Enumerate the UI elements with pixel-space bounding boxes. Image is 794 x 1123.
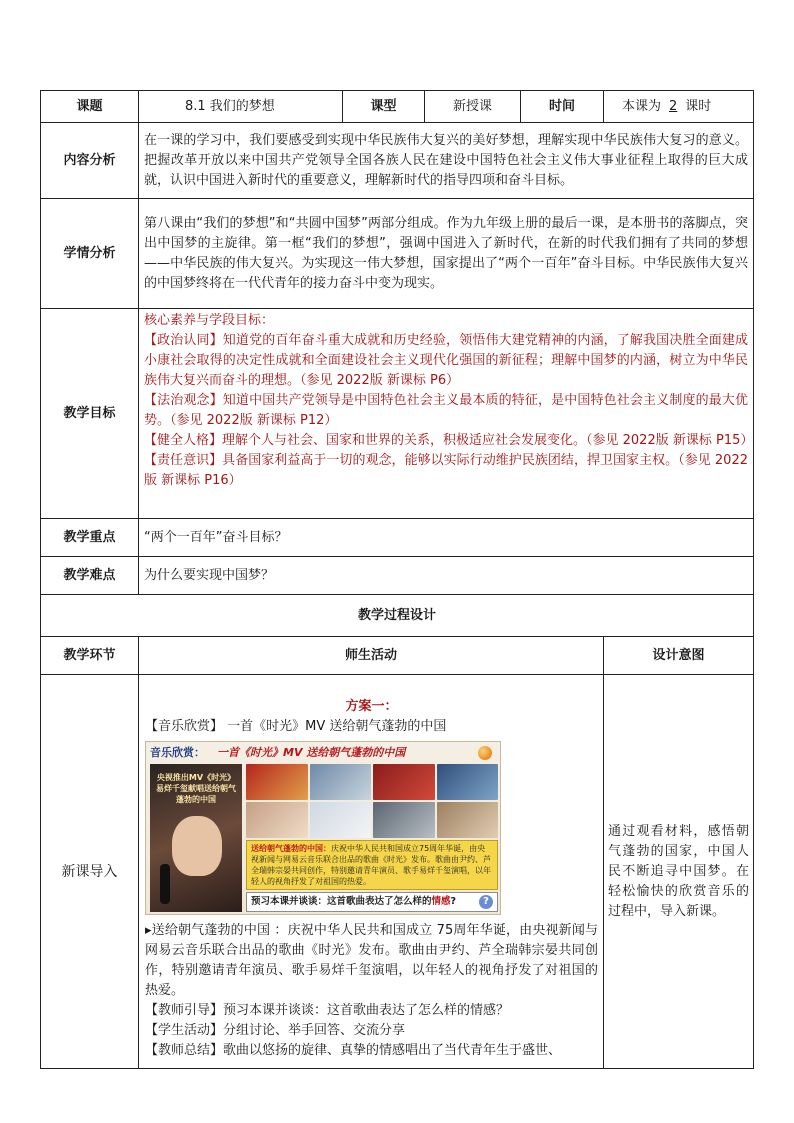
- singer-face: [172, 816, 222, 876]
- singer-caption: 央视推出MV《时光》易烊千玺献唱送给朝气蓬勃的中国: [156, 773, 236, 804]
- microphone-icon: [160, 864, 170, 904]
- difficulty-text: 为什么要实现中国梦？: [139, 557, 754, 595]
- goals-row: [41, 309, 754, 519]
- student-analysis-label: 学情分析: [41, 199, 139, 309]
- mv-frame: [373, 764, 435, 800]
- teacher-guide: 【教师引导】预习本课并谈谈：这首歌曲表达了怎么样的情感？: [145, 1003, 510, 1018]
- goals-label: 教学目标: [41, 309, 139, 519]
- type-label: 课型: [343, 91, 425, 123]
- intro-intent: 通过观看材料，感悟朝气蓬勃的国家，中国人民不断追寻中国梦。在轻松愉快的欣赏音乐的过程中，导入新课。: [604, 675, 754, 1069]
- topic-label: 课题: [41, 91, 139, 123]
- mv-description: [246, 840, 498, 890]
- play-icon: [478, 746, 492, 760]
- goal-item-personality: 【健全人格】理解个人与社会、国家和世界的关系，积极适应社会发展变化。（参见 2022版 新课标 P15）: [144, 433, 754, 448]
- mv-frame: [437, 802, 499, 838]
- time-label: 时间: [521, 91, 604, 123]
- goals-cell: [139, 309, 754, 519]
- mv-screenshot: [145, 741, 501, 915]
- content-analysis-text: 在一课的学习中，我们要感受到实现中华民族伟大复兴的美好梦想，理解实现中华民族伟大复习的意义。把握改革开放以来中国共产党领导全国各族人民在建设中国特色社会主义伟大事业征程上取得的巨大成就，认识中国进入新时代的重要意义，理解新时代的指导四项和奋斗目标。: [139, 123, 754, 199]
- mv-frame: [246, 764, 308, 800]
- mv-header: [146, 742, 501, 764]
- mv-question: [246, 892, 498, 912]
- intro-activity: [139, 675, 604, 1069]
- music-line: 【音乐欣赏】 一首《时光》MV 送给朝气蓬勃的中国: [145, 719, 447, 734]
- mv-head-label: 音乐欣赏：: [150, 746, 205, 759]
- topic-value: 8.1 我们的梦想: [139, 91, 343, 123]
- type-value: 新授课: [425, 91, 521, 123]
- student-analysis-row: [41, 199, 754, 309]
- header-row: [41, 91, 754, 123]
- process-title-row: [41, 595, 754, 637]
- mv-frame: [373, 802, 435, 838]
- time-prefix: 本课为: [622, 98, 662, 114]
- mv-head-title: 一首《时光》MV 送给朝气蓬勃的中国: [217, 746, 406, 759]
- content-analysis-row: [41, 123, 754, 199]
- key-point-text: “两个一百年”奋斗目标？: [139, 519, 754, 557]
- mv-frame: [310, 802, 372, 838]
- mv-text-tag: 送给朝气蓬勃的中国：: [251, 844, 331, 853]
- col-stage: 教学环节: [41, 637, 139, 675]
- process-title: 教学过程设计: [41, 595, 754, 637]
- key-point-label: 教学重点: [41, 519, 139, 557]
- mv-foot-em: 情感: [431, 896, 451, 907]
- goal-item-political: 【政治认同】知道党的百年奋斗重大成就和历史经验，领悟伟大建党精神的内涵，了解我国决胜全面建成小康社会取得的决定性成就和全面建设社会主义现代化强国的新征程；理解中国梦的内涵，树立为中华民族伟大复兴而奋斗的理想。（参见 2022版 新课标 P6）: [144, 333, 748, 388]
- question-icon: ?: [479, 895, 493, 909]
- singer-photo: [150, 764, 242, 912]
- plan-title: 方案一：: [345, 699, 398, 714]
- intro-stage: 新课导入: [41, 675, 139, 1069]
- lesson-table: [40, 90, 754, 1069]
- mv-foot-q: ?: [450, 896, 457, 907]
- time-suffix: 课时: [685, 98, 712, 114]
- mv-frames: [246, 764, 498, 838]
- process-header-row: [41, 637, 754, 675]
- key-point-row: [41, 519, 754, 557]
- mv-frame: [437, 764, 499, 800]
- time-value: [604, 91, 754, 123]
- mv-frame: [310, 764, 372, 800]
- student-analysis-text: 第八课由“我们的梦想”和“共圆中国梦”两部分组成。作为九年级上册的最后一课，是本册书的落脚点，突出中国梦的主旋律。第一框“我们的梦想”，强调中国进入了新时代，在新的时代我们拥有了共同的梦想——中华民族的伟大复兴。为实现这一伟大梦想，国家提出了“两个一百年”奋斗目标。中华民族伟大复兴的中国梦终将在一代代青年的接力奋斗中变为现实。: [139, 199, 754, 309]
- mv-foot-text: 预习本课并谈谈：这首歌曲表达了怎么样的: [251, 896, 432, 907]
- mv-frame: [246, 802, 308, 838]
- time-count: 2: [669, 98, 678, 114]
- col-activity: 师生活动: [139, 637, 604, 675]
- student-activity: 【学生活动】分组讨论、举手回答、交流分享: [145, 1023, 406, 1038]
- goal-item-law: 【法治观念】知道中国共产党领导是中国特色社会主义最本质的特征，是中国特色社会主义制度的最大优势。（参见 2022版 新课标 P12）: [144, 393, 748, 428]
- teacher-summary: 【教师总结】歌曲以悠扬的旋律、真挚的情感唱出了当代青年生于盛世、: [145, 1043, 562, 1058]
- difficulty-label: 教学难点: [41, 557, 139, 595]
- lesson-plan: [40, 90, 753, 1069]
- col-intent: 设计意图: [604, 637, 754, 675]
- goals-intro: 核心素养与学段目标：: [144, 313, 275, 328]
- content-analysis-label: 内容分析: [41, 123, 139, 199]
- goal-item-responsibility: 【责任意识】具备国家利益高于一切的观念，能够以实际行动维护民族团结，捍卫国家主权。（参见 2022版 新课标 P16）: [144, 453, 748, 488]
- intro-row: [41, 675, 754, 1069]
- intro-description: ▸送给朝气蓬勃的中国 ：庆祝中华人民共和国成立 75周年华诞，由央视新闻与网易云音乐联合出品的歌曲《时光》发布。歌曲由尹约、芦全瑞韩宗晏共同创作，特别邀请青年演员、歌手易烊千玺演唱，以年轻人的视角抒发了对祖国的热爱。: [145, 923, 598, 998]
- mv-text-body: 庆祝中华人民共和国成立75周年华诞，由央视新闻与网易云音乐联合出品的歌曲《时光》发布。歌曲由尹约、芦全瑞韩宗晏共同创作，特别邀请青年演员、歌手易烊千玺演唱，以年轻人的视角抒发了对祖国的热爱。: [251, 844, 491, 886]
- difficulty-row: [41, 557, 754, 595]
